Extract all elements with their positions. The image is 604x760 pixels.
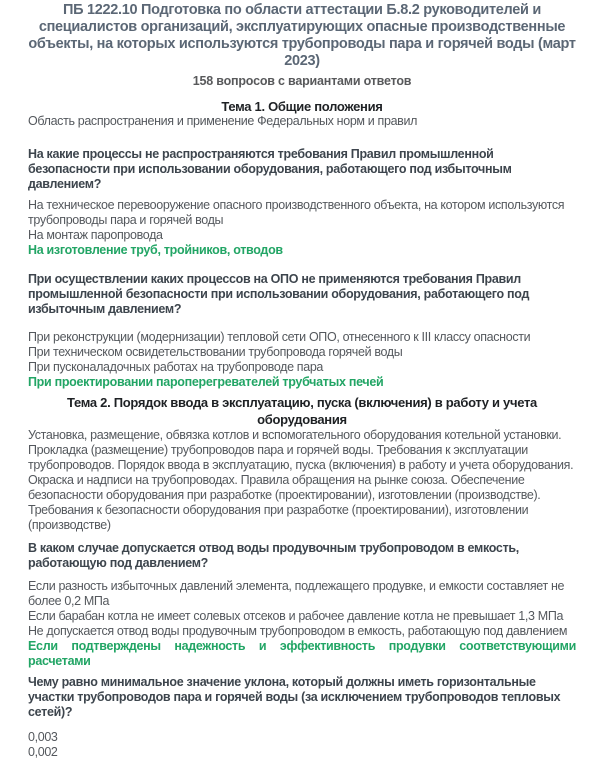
theme-1-description: Область распространения и применение Федеральных норм и правил — [28, 114, 418, 128]
answer-option: На техническое перевооружение опасного производственного объекта, на котором используются трубопроводы пара и горячей воды — [28, 198, 565, 227]
correct-answer: На изготовление труб, тройников, отводов — [28, 243, 283, 257]
question-1-answers — [28, 198, 576, 258]
answer-option: 0,002 — [28, 745, 58, 759]
question-4-text: Чему равно минимальное значение уклона, который должны иметь горизонтальные участки трубопроводов пара и горячей воды (за исключением трубопроводов тепловых сетей)? — [28, 675, 561, 719]
doc-subtitle: 158 вопросов с вариантами ответов — [192, 74, 412, 88]
answer-option: 0,003 — [28, 730, 58, 744]
theme-1-heading: Тема 1. Общие положения — [221, 99, 383, 114]
doc-title: ПБ 1222.10 Подготовка по области аттестации Б.8.2 руководителей и специалистов организаций, эксплуатирующих опасные производственные объекты, на которых используются трубопроводы пара и горячей воды (март 2023) — [28, 2, 576, 69]
question-1-text: На какие процессы не распространяются требования Правил промышленной безопасности при использовании оборудования, работающего под избыточным давлением? — [28, 147, 512, 191]
question-2-text: При осуществлении каких процессов на ОПО не применяются требования Правил промышленной безопасности при использовании оборудования, работающего под избыточным давлением? — [28, 272, 530, 316]
theme-2-description: Установка, размещение, обвязка котлов и вспомогательного оборудования котельной установки. Прокладка (размещение) трубопроводов пара и горячей воды. Требования к эксплуатации трубопроводов. Порядок ввода в эксплуатацию, пуска (включения) в работу и учета оборудования. Окраска и надписи на трубопроводах. Правила обращения на рынке союза. Обеспечение безопасности оборудования при разработке (проектировании), изготовлении (производстве). Требования к безопасности оборудования при разработке (проектировании), изготовлении (производстве) — [28, 428, 574, 532]
question-3-text: В каком случае допускается отвод воды продувочным трубопроводом в емкость, работающую под давлением? — [28, 541, 519, 570]
answer-option: Не допускается отвод воды продувочным трубопроводом в емкость, работающую под давлением — [28, 624, 568, 638]
theme-2-heading: Тема 2. Порядок ввода в эксплуатацию, пуска (включения) в работу и учета оборудования — [67, 395, 537, 427]
answer-option: При реконструкции (модернизации) тепловой сети ОПО, отнесенного к III классу опасности — [28, 330, 531, 344]
answer-option: Если разность избыточных давлений элемента, подлежащего продувке, и емкости составляет не более 0,2 МПа — [28, 579, 565, 608]
correct-answer: При проектировании пароперегревателей трубчатых печей — [28, 375, 384, 389]
correct-answer: Если подтверждены надежность и эффективность продувки соответствующими расчетами — [28, 639, 576, 668]
answer-option: На монтаж паропровода — [28, 228, 163, 242]
question-2-answers — [28, 330, 576, 390]
answer-option: Если барабан котла не имеет солевых отсеков и рабочее давление котла не превышает 1,3 МПа — [28, 609, 564, 623]
answer-option: При техническом освидетельствовании трубопровода горячей воды — [28, 345, 403, 359]
answer-option: При пусконаладочных работах на трубопроводе пара — [28, 360, 324, 374]
question-4-answers — [28, 730, 576, 760]
question-3-answers — [28, 579, 576, 669]
